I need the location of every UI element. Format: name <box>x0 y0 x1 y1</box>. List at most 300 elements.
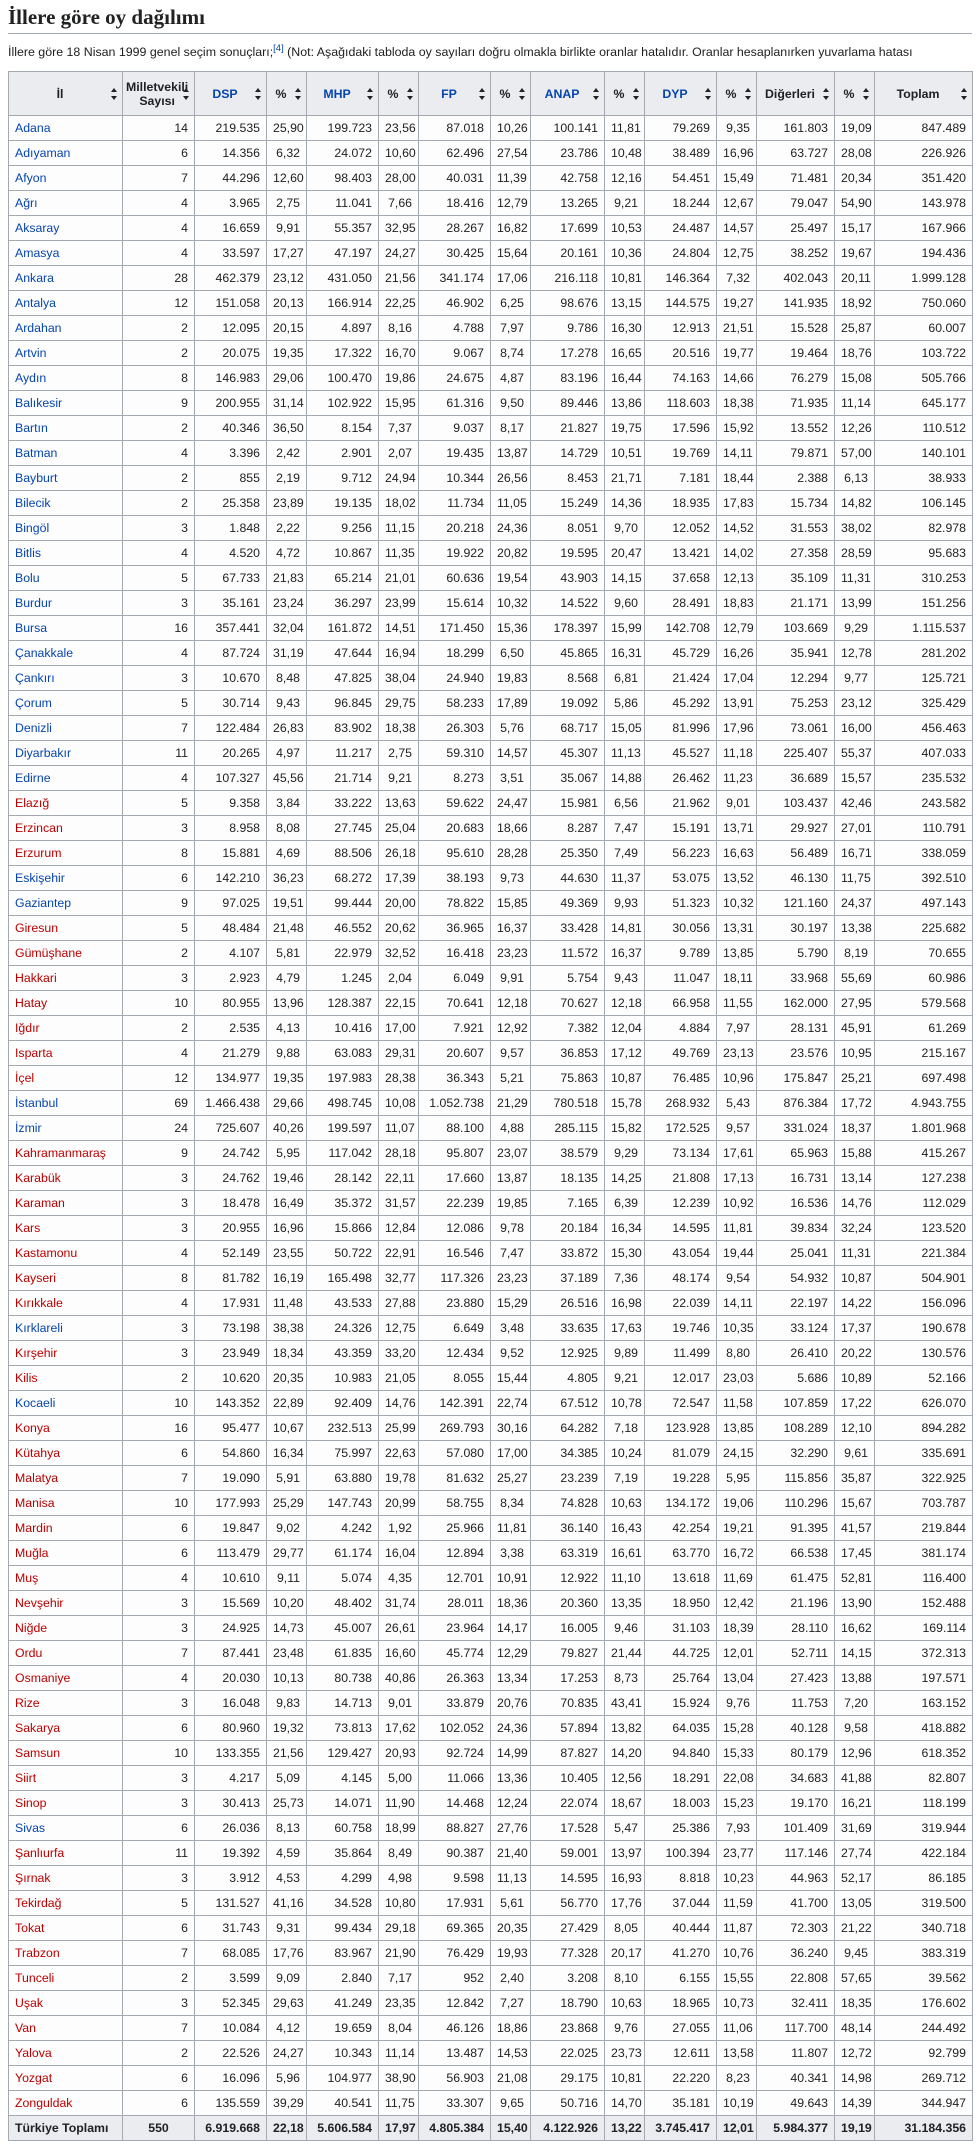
province-cell <box>9 1641 123 1666</box>
percent-cell: 24,27 <box>267 2041 307 2066</box>
vote-count-cell: 50.722 <box>307 1241 379 1266</box>
province-link[interactable]: Kilis <box>15 1370 38 1385</box>
province-link[interactable]: Diyarbakır <box>15 745 72 760</box>
percent-cell: 17,04 <box>717 666 757 691</box>
province-link[interactable]: Giresun <box>15 920 59 935</box>
column-header-i-l[interactable] <box>9 72 123 116</box>
column-header-milletvekili-say-s-[interactable] <box>123 72 195 116</box>
province-link[interactable]: Erzurum <box>15 845 62 860</box>
province-link[interactable]: Ardahan <box>15 320 62 335</box>
column-header--[interactable] <box>605 72 645 116</box>
vote-count-cell: 107.859 <box>757 1391 835 1416</box>
province-cell <box>9 416 123 441</box>
percent-cell: 15,30 <box>605 1241 645 1266</box>
total-cell: 1.999.128 <box>875 266 973 291</box>
province-link[interactable]: Kırşehir <box>15 1345 58 1360</box>
total-cell: 86.185 <box>875 1866 973 1891</box>
mp-count-cell: 3 <box>123 666 195 691</box>
province-link[interactable]: Sinop <box>15 1795 47 1810</box>
province-link[interactable]: Ordu <box>15 1645 43 1660</box>
sort-icon[interactable] <box>294 88 303 100</box>
vote-count-cell: 34.528 <box>307 1891 379 1916</box>
province-link[interactable]: Edirne <box>15 770 51 785</box>
vote-count-cell: 110.296 <box>757 1491 835 1516</box>
sort-icon[interactable] <box>632 88 641 100</box>
percent-cell: 22,15 <box>379 991 419 1016</box>
vote-count-cell: 88.506 <box>307 841 379 866</box>
province-cell <box>9 1541 123 1566</box>
table-row <box>9 1691 973 1716</box>
province-link[interactable]: Bitlis <box>15 545 41 560</box>
mp-count-cell: 10 <box>123 1491 195 1516</box>
total-cell: 319.500 <box>875 1891 973 1916</box>
province-link[interactable]: Van <box>15 2020 36 2035</box>
province-link[interactable]: Elazığ <box>15 795 50 810</box>
province-link[interactable]: Hakkari <box>15 970 57 985</box>
percent-cell: 19,75 <box>605 416 645 441</box>
province-link[interactable]: Bolu <box>15 570 40 585</box>
province-link[interactable]: Kayseri <box>15 1270 57 1285</box>
province-link[interactable]: Çorum <box>15 695 52 710</box>
percent-cell: 17,62 <box>379 1716 419 1741</box>
total-cell: 194.436 <box>875 241 973 266</box>
percent-cell: 8,17 <box>491 416 531 441</box>
percent-cell: 28,59 <box>835 541 875 566</box>
table-row <box>9 941 973 966</box>
province-link[interactable]: Adıyaman <box>15 145 71 160</box>
percent-cell: 17,76 <box>267 1941 307 1966</box>
percent-cell: 9,57 <box>717 1116 757 1141</box>
province-link[interactable]: Osmaniye <box>15 1670 71 1685</box>
percent-cell: 3,51 <box>491 766 531 791</box>
province-link[interactable]: Amasya <box>15 245 60 260</box>
percent-cell: 9,01 <box>717 791 757 816</box>
percent-cell: 19,77 <box>717 341 757 366</box>
column-header--[interactable] <box>835 72 875 116</box>
vote-count-cell: 33.124 <box>757 1316 835 1341</box>
province-link[interactable]: Ağrı <box>15 195 38 210</box>
vote-count-cell: 68.717 <box>531 716 605 741</box>
percent-cell: 18,11 <box>717 966 757 991</box>
vote-count-cell: 269.793 <box>419 1416 491 1441</box>
percent-cell: 17,89 <box>491 691 531 716</box>
province-link[interactable]: Balıkesir <box>15 395 63 410</box>
vote-count-cell: 50.716 <box>531 2091 605 2116</box>
vote-count-cell: 17.699 <box>531 216 605 241</box>
vote-count-cell: 20.607 <box>419 1041 491 1066</box>
vote-count-cell: 22.979 <box>307 941 379 966</box>
table-row <box>9 691 973 716</box>
percent-cell: 13,04 <box>717 1666 757 1691</box>
percent-cell: 12,60 <box>267 166 307 191</box>
province-link[interactable]: Çanakkale <box>15 645 74 660</box>
table-row <box>9 916 973 941</box>
party-link[interactable]: DSP <box>212 86 238 101</box>
province-link[interactable]: İzmir <box>15 1120 42 1135</box>
vote-count-cell: 95.610 <box>419 841 491 866</box>
province-link[interactable]: Kars <box>15 1220 41 1235</box>
total-cell: 4.943.755 <box>875 1091 973 1116</box>
vote-count-cell: 79.269 <box>645 116 717 141</box>
province-link[interactable]: Adana <box>15 120 51 135</box>
percent-cell: 10,60 <box>379 141 419 166</box>
column-label: Milletvekili Sayısı <box>126 79 189 108</box>
province-link[interactable]: Trabzon <box>15 1945 60 1960</box>
percent-cell: 21,83 <box>267 566 307 591</box>
party-link[interactable]: MHP <box>323 86 351 101</box>
column-header-fp[interactable] <box>419 72 491 116</box>
table-row <box>9 591 973 616</box>
province-cell <box>9 541 123 566</box>
percent-cell: 35,87 <box>835 1466 875 1491</box>
vote-count-cell: 498.745 <box>307 1091 379 1116</box>
total-percent-cell: 12,01 <box>717 2116 757 2141</box>
vote-count-cell: 49.643 <box>757 2091 835 2116</box>
vote-count-cell: 47.644 <box>307 641 379 666</box>
percent-cell: 11,55 <box>717 991 757 1016</box>
mp-count-cell: 14 <box>123 116 195 141</box>
total-cell: 163.152 <box>875 1691 973 1716</box>
province-cell <box>9 1791 123 1816</box>
total-cell: 52.166 <box>875 1366 973 1391</box>
vote-count-cell: 161.803 <box>757 116 835 141</box>
vote-count-cell: 16.659 <box>195 216 267 241</box>
party-link[interactable]: ANAP <box>544 86 580 101</box>
province-link[interactable]: Manisa <box>15 1495 55 1510</box>
vote-count-cell: 8.818 <box>645 1866 717 1891</box>
vote-count-cell: 36.240 <box>757 1941 835 1966</box>
percent-cell: 16,44 <box>605 366 645 391</box>
mp-count-cell: 4 <box>123 241 195 266</box>
province-link[interactable]: Erzincan <box>15 820 63 835</box>
percent-cell: 9,76 <box>605 2016 645 2041</box>
province-link[interactable]: Aksaray <box>15 220 60 235</box>
total-cell: 103.722 <box>875 341 973 366</box>
percent-cell: 54,90 <box>835 191 875 216</box>
vote-count-cell: 57.894 <box>531 1716 605 1741</box>
province-link[interactable]: Afyon <box>15 170 47 185</box>
table-header-row <box>9 72 973 116</box>
table-row <box>9 1241 973 1266</box>
percent-cell: 5,09 <box>267 1766 307 1791</box>
province-link[interactable]: Tekirdağ <box>15 1895 62 1910</box>
vote-count-cell: 118.603 <box>645 391 717 416</box>
percent-cell: 23,56 <box>379 116 419 141</box>
vote-count-cell: 6.649 <box>419 1316 491 1341</box>
percent-cell: 17,22 <box>835 1391 875 1416</box>
percent-cell: 13,58 <box>717 2041 757 2066</box>
sort-icon[interactable] <box>478 88 487 100</box>
province-link[interactable]: Zonguldak <box>15 2095 73 2110</box>
percent-cell: 20,93 <box>379 1741 419 1766</box>
sort-icon[interactable] <box>110 88 119 100</box>
province-link[interactable]: Bayburt <box>15 470 58 485</box>
vote-count-cell: 15.191 <box>645 816 717 841</box>
table-row <box>9 1541 973 1566</box>
mp-count-cell: 2 <box>123 491 195 516</box>
percent-cell: 16,63 <box>717 841 757 866</box>
province-cell <box>9 391 123 416</box>
province-link[interactable]: Denizli <box>15 720 52 735</box>
percent-cell: 31,19 <box>267 641 307 666</box>
column-header-anap[interactable] <box>531 72 605 116</box>
percent-cell: 7,32 <box>717 266 757 291</box>
mp-count-cell: 4 <box>123 641 195 666</box>
percent-cell: 11,31 <box>835 1241 875 1266</box>
reference-link[interactable]: [4] <box>273 43 284 54</box>
province-link[interactable]: Muğla <box>15 1545 49 1560</box>
province-cell <box>9 316 123 341</box>
vote-count-cell: 24.675 <box>419 366 491 391</box>
party-link[interactable]: FP <box>441 86 457 101</box>
vote-count-cell: 18.003 <box>645 1791 717 1816</box>
percent-cell: 12,10 <box>835 1416 875 1441</box>
province-link[interactable]: Ankara <box>15 270 54 285</box>
province-link[interactable]: İçel <box>15 1070 35 1085</box>
percent-cell: 16,71 <box>835 841 875 866</box>
percent-cell: 6,50 <box>491 641 531 666</box>
province-link[interactable]: Kahramanmaraş <box>15 1145 106 1160</box>
province-link[interactable]: Batman <box>15 445 58 460</box>
province-link[interactable]: Siirt <box>15 1770 37 1785</box>
province-link[interactable]: Kütahya <box>15 1445 61 1460</box>
province-link[interactable]: Uşak <box>15 1995 44 2010</box>
percent-cell: 9,29 <box>835 616 875 641</box>
province-link[interactable]: Yozgat <box>15 2070 53 2085</box>
percent-cell: 21,08 <box>491 2066 531 2091</box>
total-cell: 92.799 <box>875 2041 973 2066</box>
percent-cell: 2,75 <box>267 191 307 216</box>
province-link[interactable]: Bartın <box>15 420 48 435</box>
percent-cell: 16,70 <box>379 341 419 366</box>
province-link[interactable]: Çankırı <box>15 670 55 685</box>
party-link[interactable]: DYP <box>662 86 688 101</box>
province-link[interactable]: Konya <box>15 1420 50 1435</box>
province-link[interactable]: Tokat <box>15 1920 45 1935</box>
total-cell: 38.933 <box>875 466 973 491</box>
vote-count-cell: 24.072 <box>307 141 379 166</box>
vote-count-cell: 14.356 <box>195 141 267 166</box>
percent-cell: 23,03 <box>717 1366 757 1391</box>
percent-cell: 3,48 <box>491 1316 531 1341</box>
province-link[interactable]: Malatya <box>15 1470 59 1485</box>
province-link[interactable]: Şırnak <box>15 1870 51 1885</box>
province-link[interactable]: Karaman <box>15 1195 65 1210</box>
vote-count-cell: 78.822 <box>419 891 491 916</box>
percent-cell: 8,23 <box>717 2066 757 2091</box>
province-link[interactable]: Hatay <box>15 995 48 1010</box>
province-link[interactable]: Nevşehir <box>15 1595 64 1610</box>
percent-cell: 14,20 <box>605 1741 645 1766</box>
percent-cell: 9,77 <box>835 666 875 691</box>
total-vote-count-cell: 6.919.668 <box>195 2116 267 2141</box>
vote-count-cell: 42.254 <box>645 1516 717 1541</box>
vote-count-cell: 41.249 <box>307 1991 379 2016</box>
vote-count-cell: 19.228 <box>645 1466 717 1491</box>
vote-count-cell: 102.052 <box>419 1716 491 1741</box>
province-link[interactable]: Gaziantep <box>15 895 72 910</box>
mp-count-cell: 3 <box>123 1341 195 1366</box>
table-row <box>9 441 973 466</box>
province-link[interactable]: Bingöl <box>15 520 50 535</box>
vote-count-cell: 27.745 <box>307 816 379 841</box>
table-row <box>9 741 973 766</box>
province-link[interactable]: Gümüşhane <box>15 945 82 960</box>
province-link[interactable]: Rize <box>15 1695 40 1710</box>
percent-cell: 21,56 <box>379 266 419 291</box>
percent-cell: 11,31 <box>835 566 875 591</box>
province-link[interactable]: Burdur <box>15 595 52 610</box>
province-link[interactable]: Antalya <box>15 295 57 310</box>
vote-count-cell: 49.369 <box>531 891 605 916</box>
province-cell <box>9 1891 123 1916</box>
percent-cell: 16,96 <box>267 1216 307 1241</box>
province-link[interactable]: İstanbul <box>15 1095 59 1110</box>
sort-icon[interactable] <box>518 88 527 100</box>
province-link[interactable]: Kastamonu <box>15 1245 78 1260</box>
percent-cell: 20,15 <box>267 316 307 341</box>
percent-cell: 27,95 <box>835 991 875 1016</box>
province-link[interactable]: Niğde <box>15 1620 48 1635</box>
province-link[interactable]: Bilecik <box>15 495 51 510</box>
total-vote-count-cell: 3.745.417 <box>645 2116 717 2141</box>
column-header--[interactable] <box>267 72 307 116</box>
province-cell <box>9 1491 123 1516</box>
percent-cell: 9,21 <box>605 1366 645 1391</box>
vote-count-cell: 48.484 <box>195 916 267 941</box>
sort-icon[interactable] <box>960 88 969 100</box>
mp-count-cell: 8 <box>123 366 195 391</box>
percent-cell: 2,75 <box>379 741 419 766</box>
province-link[interactable]: Muş <box>15 1570 39 1585</box>
vote-count-cell: 17.660 <box>419 1166 491 1191</box>
percent-cell: 5,47 <box>605 1816 645 1841</box>
province-link[interactable]: Kocaeli <box>15 1395 56 1410</box>
vote-count-cell: 70.627 <box>531 991 605 1016</box>
total-cell: 504.901 <box>875 1266 973 1291</box>
percent-cell: 25,27 <box>491 1466 531 1491</box>
column-header--[interactable] <box>717 72 757 116</box>
total-cell: 156.096 <box>875 1291 973 1316</box>
percent-cell: 57,65 <box>835 1966 875 1991</box>
vote-count-cell: 4.145 <box>307 1766 379 1791</box>
province-link[interactable]: Eskişehir <box>15 870 65 885</box>
percent-cell: 5,96 <box>267 2066 307 2091</box>
province-link[interactable]: Sivas <box>15 1820 46 1835</box>
column-header-mhp[interactable] <box>307 72 379 116</box>
column-header-dyp[interactable] <box>645 72 717 116</box>
sort-icon[interactable] <box>862 88 871 100</box>
column-header-di-erleri[interactable] <box>757 72 835 116</box>
province-cell <box>9 1516 123 1541</box>
percent-cell: 24,27 <box>379 241 419 266</box>
sort-icon[interactable] <box>592 88 601 100</box>
sort-icon[interactable] <box>704 88 713 100</box>
sort-icon[interactable] <box>182 88 191 100</box>
vote-count-cell: 23.576 <box>757 1041 835 1066</box>
sort-icon[interactable] <box>366 88 375 100</box>
province-cell <box>9 566 123 591</box>
vote-count-cell: 30.056 <box>645 916 717 941</box>
sort-icon[interactable] <box>744 88 753 100</box>
vote-count-cell: 31.743 <box>195 1916 267 1941</box>
vote-count-cell: 5.686 <box>757 1366 835 1391</box>
province-link[interactable]: Samsun <box>15 1745 61 1760</box>
vote-count-cell: 2.840 <box>307 1966 379 1991</box>
column-header-toplam[interactable] <box>875 72 973 116</box>
province-link[interactable]: Mardin <box>15 1520 53 1535</box>
province-link[interactable]: Artvin <box>15 345 47 360</box>
mp-count-cell: 3 <box>123 1691 195 1716</box>
sort-icon[interactable] <box>822 88 831 100</box>
province-link[interactable]: Sakarya <box>15 1720 61 1735</box>
sort-icon[interactable] <box>406 88 415 100</box>
table-row <box>9 716 973 741</box>
province-cell <box>9 1591 123 1616</box>
vote-count-cell: 45.292 <box>645 691 717 716</box>
percent-cell: 6,39 <box>605 1191 645 1216</box>
province-link[interactable]: Kırıkkale <box>15 1295 63 1310</box>
vote-count-cell: 24.326 <box>307 1316 379 1341</box>
province-link[interactable]: Kırklareli <box>15 1320 63 1335</box>
column-header-dsp[interactable] <box>195 72 267 116</box>
province-link[interactable]: Şanlıurfa <box>15 1845 65 1860</box>
vote-count-cell: 37.189 <box>531 1266 605 1291</box>
vote-count-cell: 79.871 <box>757 441 835 466</box>
percent-cell: 25,90 <box>267 116 307 141</box>
vote-count-cell: 52.149 <box>195 1241 267 1266</box>
total-cell: 750.060 <box>875 291 973 316</box>
province-link[interactable]: Karabük <box>15 1170 61 1185</box>
vote-count-cell: 74.828 <box>531 1491 605 1516</box>
province-link[interactable]: Yalova <box>15 2045 52 2060</box>
mp-count-cell: 6 <box>123 2066 195 2091</box>
percent-cell: 10,35 <box>717 1316 757 1341</box>
percent-cell: 20,35 <box>491 1916 531 1941</box>
note-text-continued: (Not: Aşağıdaki tabloda oy sayıları doğru olmakla birlikte oranlar hatalıdır. Oranlar hesaplanırken yuvarlama hatası <box>283 45 913 60</box>
province-cell <box>9 1866 123 1891</box>
province-link[interactable]: Aydın <box>15 370 47 385</box>
percent-cell: 14,11 <box>717 441 757 466</box>
vote-count-cell: 38.489 <box>645 141 717 166</box>
province-link[interactable]: Bursa <box>15 620 48 635</box>
column-header--[interactable] <box>491 72 531 116</box>
percent-cell: 18,99 <box>379 1816 419 1841</box>
percent-cell: 11,23 <box>717 766 757 791</box>
sort-icon[interactable] <box>254 88 263 100</box>
vote-count-cell: 3.965 <box>195 191 267 216</box>
vote-count-cell: 14.713 <box>307 1691 379 1716</box>
percent-cell: 10,96 <box>717 1066 757 1091</box>
percent-cell: 10,73 <box>717 1991 757 2016</box>
percent-cell: 9,83 <box>267 1691 307 1716</box>
mp-count-cell: 3 <box>123 1766 195 1791</box>
province-link[interactable]: Isparta <box>15 1045 53 1060</box>
percent-cell: 6,56 <box>605 791 645 816</box>
percent-cell: 10,13 <box>267 1666 307 1691</box>
province-link[interactable]: Iğdır <box>15 1020 40 1035</box>
vote-count-cell: 1.052.738 <box>419 1091 491 1116</box>
mp-count-cell: 4 <box>123 1291 195 1316</box>
mp-count-cell: 5 <box>123 916 195 941</box>
province-link[interactable]: Tunceli <box>15 1970 55 1985</box>
mp-count-cell: 8 <box>123 841 195 866</box>
percent-cell: 4,97 <box>267 741 307 766</box>
percent-cell: 17,00 <box>379 1016 419 1041</box>
table-row <box>9 891 973 916</box>
column-header--[interactable] <box>379 72 419 116</box>
vote-count-cell: 35.109 <box>757 566 835 591</box>
